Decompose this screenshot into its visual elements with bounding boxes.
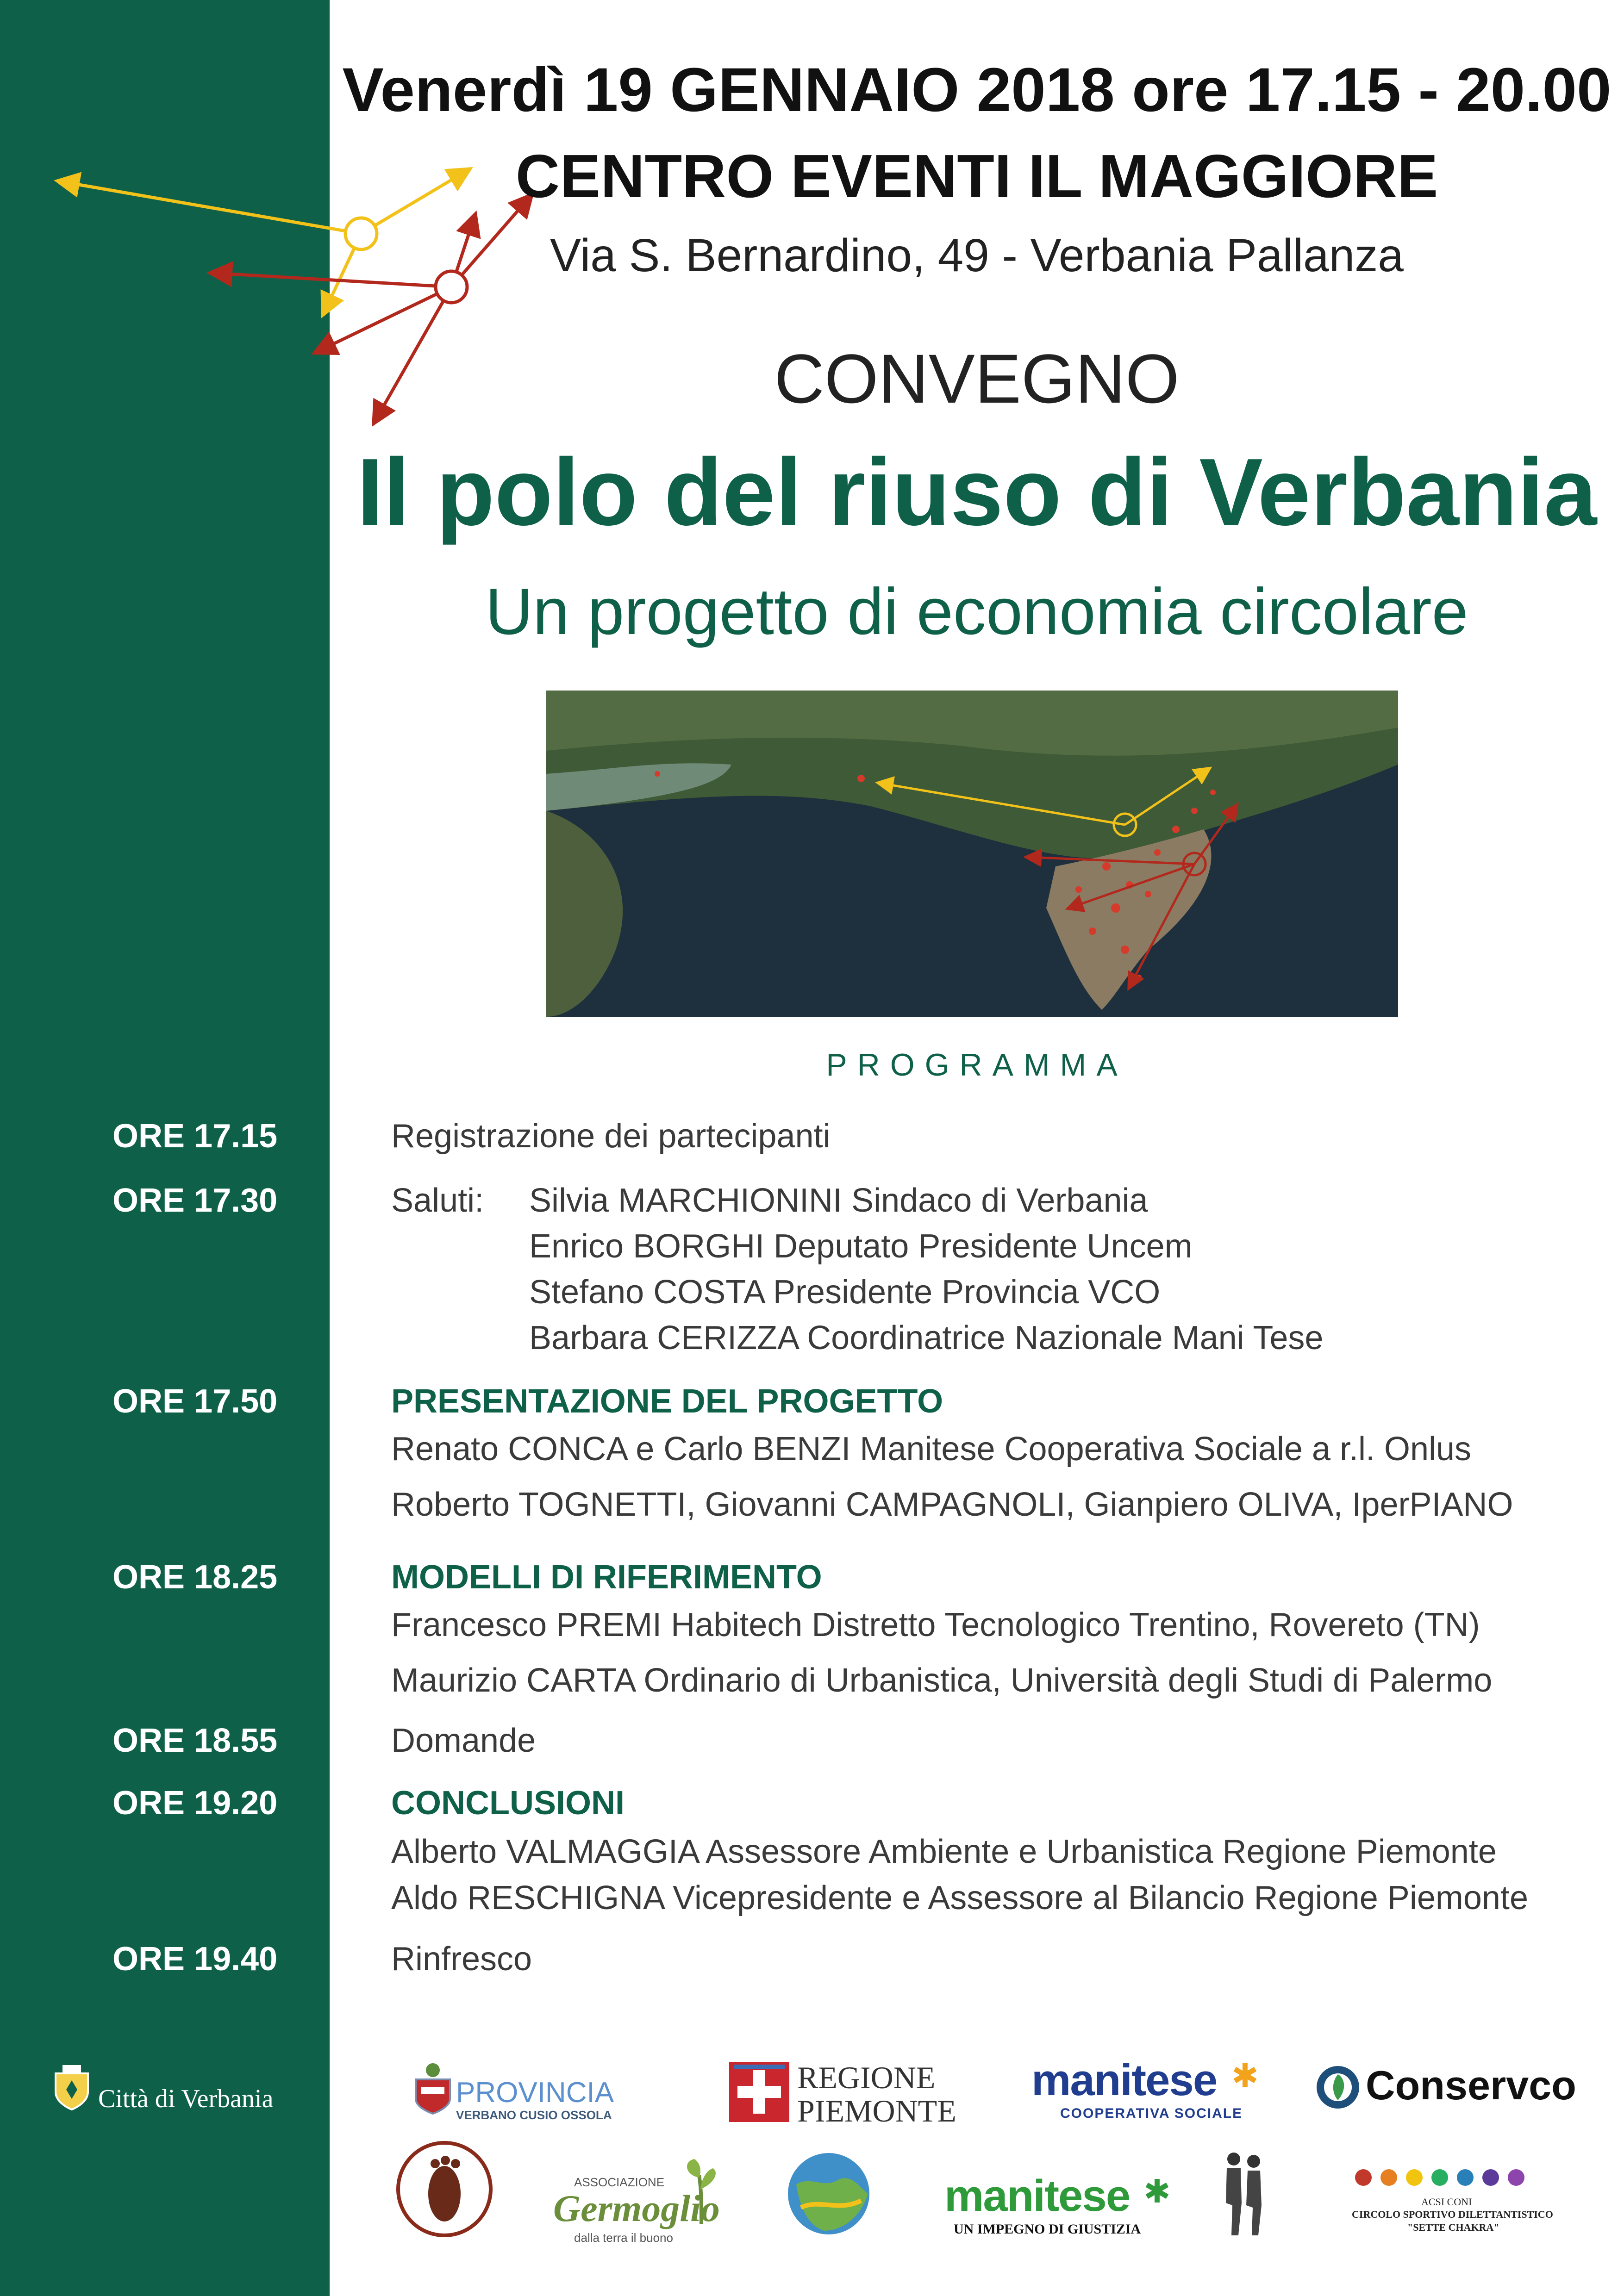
conservco-logo-text: Conservco — [1366, 2062, 1576, 2108]
footprint-circle-logo-icon — [394, 2138, 495, 2240]
manitese-giustizia-logo-text: manitese — [944, 2171, 1130, 2221]
star-icon: ✱ — [1143, 2173, 1171, 2209]
manitese-cooperativa-logo-text: manitese — [1031, 2055, 1217, 2105]
sprout-icon — [681, 2157, 722, 2226]
event-type: CONVEGNO — [774, 340, 1180, 417]
regione-piemonte-flag-icon — [729, 2062, 789, 2122]
programme-item-text: Rinfresco — [391, 1941, 532, 1978]
time-label: ORE 18.55 — [112, 1722, 278, 1759]
provincia-logo-text: PROVINCIA — [456, 2077, 614, 2109]
event-date-time: Venerdì 19 GENNAIO 2018 ore 17.15 - 20.00 — [342, 56, 1612, 124]
provincia-crest-icon — [412, 2062, 454, 2115]
programme-heading: PROGRAMMA — [826, 1047, 1128, 1083]
city-crest-icon — [53, 2064, 90, 2110]
manitese-cooperativa-subtext: COOPERATIVA SOCIALE — [1060, 2106, 1243, 2121]
city-of-verbania-label: Città di Verbania — [98, 2084, 274, 2113]
regione-logo-text-2: PIEMONTE — [797, 2093, 956, 2128]
chakra-logo-text-3: "SETTE CHAKRA" — [1407, 2221, 1499, 2233]
time-label: ORE 17.50 — [112, 1383, 278, 1420]
session-heading: PRESENTAZIONE DEL PROGETTO — [391, 1383, 943, 1420]
event-title: Il polo del riuso di Verbania — [356, 439, 1597, 545]
manitese-giustizia-subtext: UN IMPEGNO DI GIUSTIZIA — [954, 2221, 1141, 2237]
venue-name: CENTRO EVENTI IL MAGGIORE — [515, 142, 1438, 210]
speaker-line: Francesco PREMI Habitech Distretto Tecnologico Trentino, Rovereto (TN) — [391, 1606, 1480, 1643]
programme-item-text: Registrazione dei partecipanti — [391, 1118, 831, 1155]
time-label: ORE 18.25 — [112, 1559, 278, 1596]
time-label: ORE 17.15 — [112, 1118, 278, 1155]
time-label: ORE 19.20 — [112, 1785, 278, 1822]
star-icon: ✱ — [1231, 2058, 1259, 2094]
programme-item-text: Domande — [391, 1722, 536, 1759]
germoglio-logo-text: Germoglio — [553, 2187, 720, 2229]
speaker-line: Roberto TOGNETTI, Giovanni CAMPAGNOLI, Gianpiero OLIVA, IperPIANO — [391, 1486, 1513, 1523]
germoglio-subtext: dalla terra il buono — [574, 2231, 673, 2245]
chakra-logo-text-1: ACSI CONI — [1421, 2196, 1472, 2208]
chakra-symbols-icon — [1352, 2166, 1528, 2189]
speaker-line: Stefano COSTA Presidente Provincia VCO — [529, 1274, 1161, 1311]
time-label: ORE 19.40 — [112, 1941, 278, 1978]
time-label: ORE 17.30 — [112, 1182, 278, 1219]
session-heading: MODELLI DI RIFERIMENTO — [391, 1559, 822, 1596]
walkers-logo-icon — [1213, 2147, 1273, 2245]
satellite-map-image — [546, 691, 1398, 1017]
speaker-line: Alberto VALMAGGIA Assessore Ambiente e Urbanistica Regione Piemonte — [391, 1833, 1497, 1870]
conservco-emblem-icon — [1315, 2064, 1361, 2110]
globe-logo-icon — [782, 2147, 875, 2240]
event-subtitle: Un progetto di economia circolare — [485, 575, 1468, 648]
speaker-line: Maurizio CARTA Ordinario di Urbanistica, Università degli Studi di Palermo — [391, 1662, 1493, 1699]
session-heading: CONCLUSIONI — [391, 1785, 625, 1822]
speaker-line: Silvia MARCHIONINI Sindaco di Verbania — [529, 1182, 1148, 1219]
speaker-line: Aldo RESCHIGNA Vicepresidente e Assessore al Bilancio Regione Piemonte — [391, 1879, 1528, 1916]
speaker-line: Barbara CERIZZA Coordinatrice Nazionale Mani Tese — [529, 1319, 1324, 1356]
germoglio-pre-text: ASSOCIAZIONE — [574, 2175, 665, 2189]
salutes-label: Saluti: — [391, 1182, 484, 1219]
speaker-line: Enrico BORGHI Deputato Presidente Uncem — [529, 1228, 1193, 1265]
provincia-logo-subtext: VERBANO CUSIO OSSOLA — [456, 2108, 612, 2122]
speaker-line: Renato CONCA e Carlo BENZI Manitese Cooperativa Sociale a r.l. Onlus — [391, 1431, 1472, 1468]
chakra-logo-text-2: CIRCOLO SPORTIVO DILETTANTISTICO — [1352, 2209, 1553, 2220]
venue-address: Via S. Bernardino, 49 - Verbania Pallanza — [550, 230, 1404, 281]
regione-logo-text-1: REGIONE — [797, 2060, 936, 2095]
